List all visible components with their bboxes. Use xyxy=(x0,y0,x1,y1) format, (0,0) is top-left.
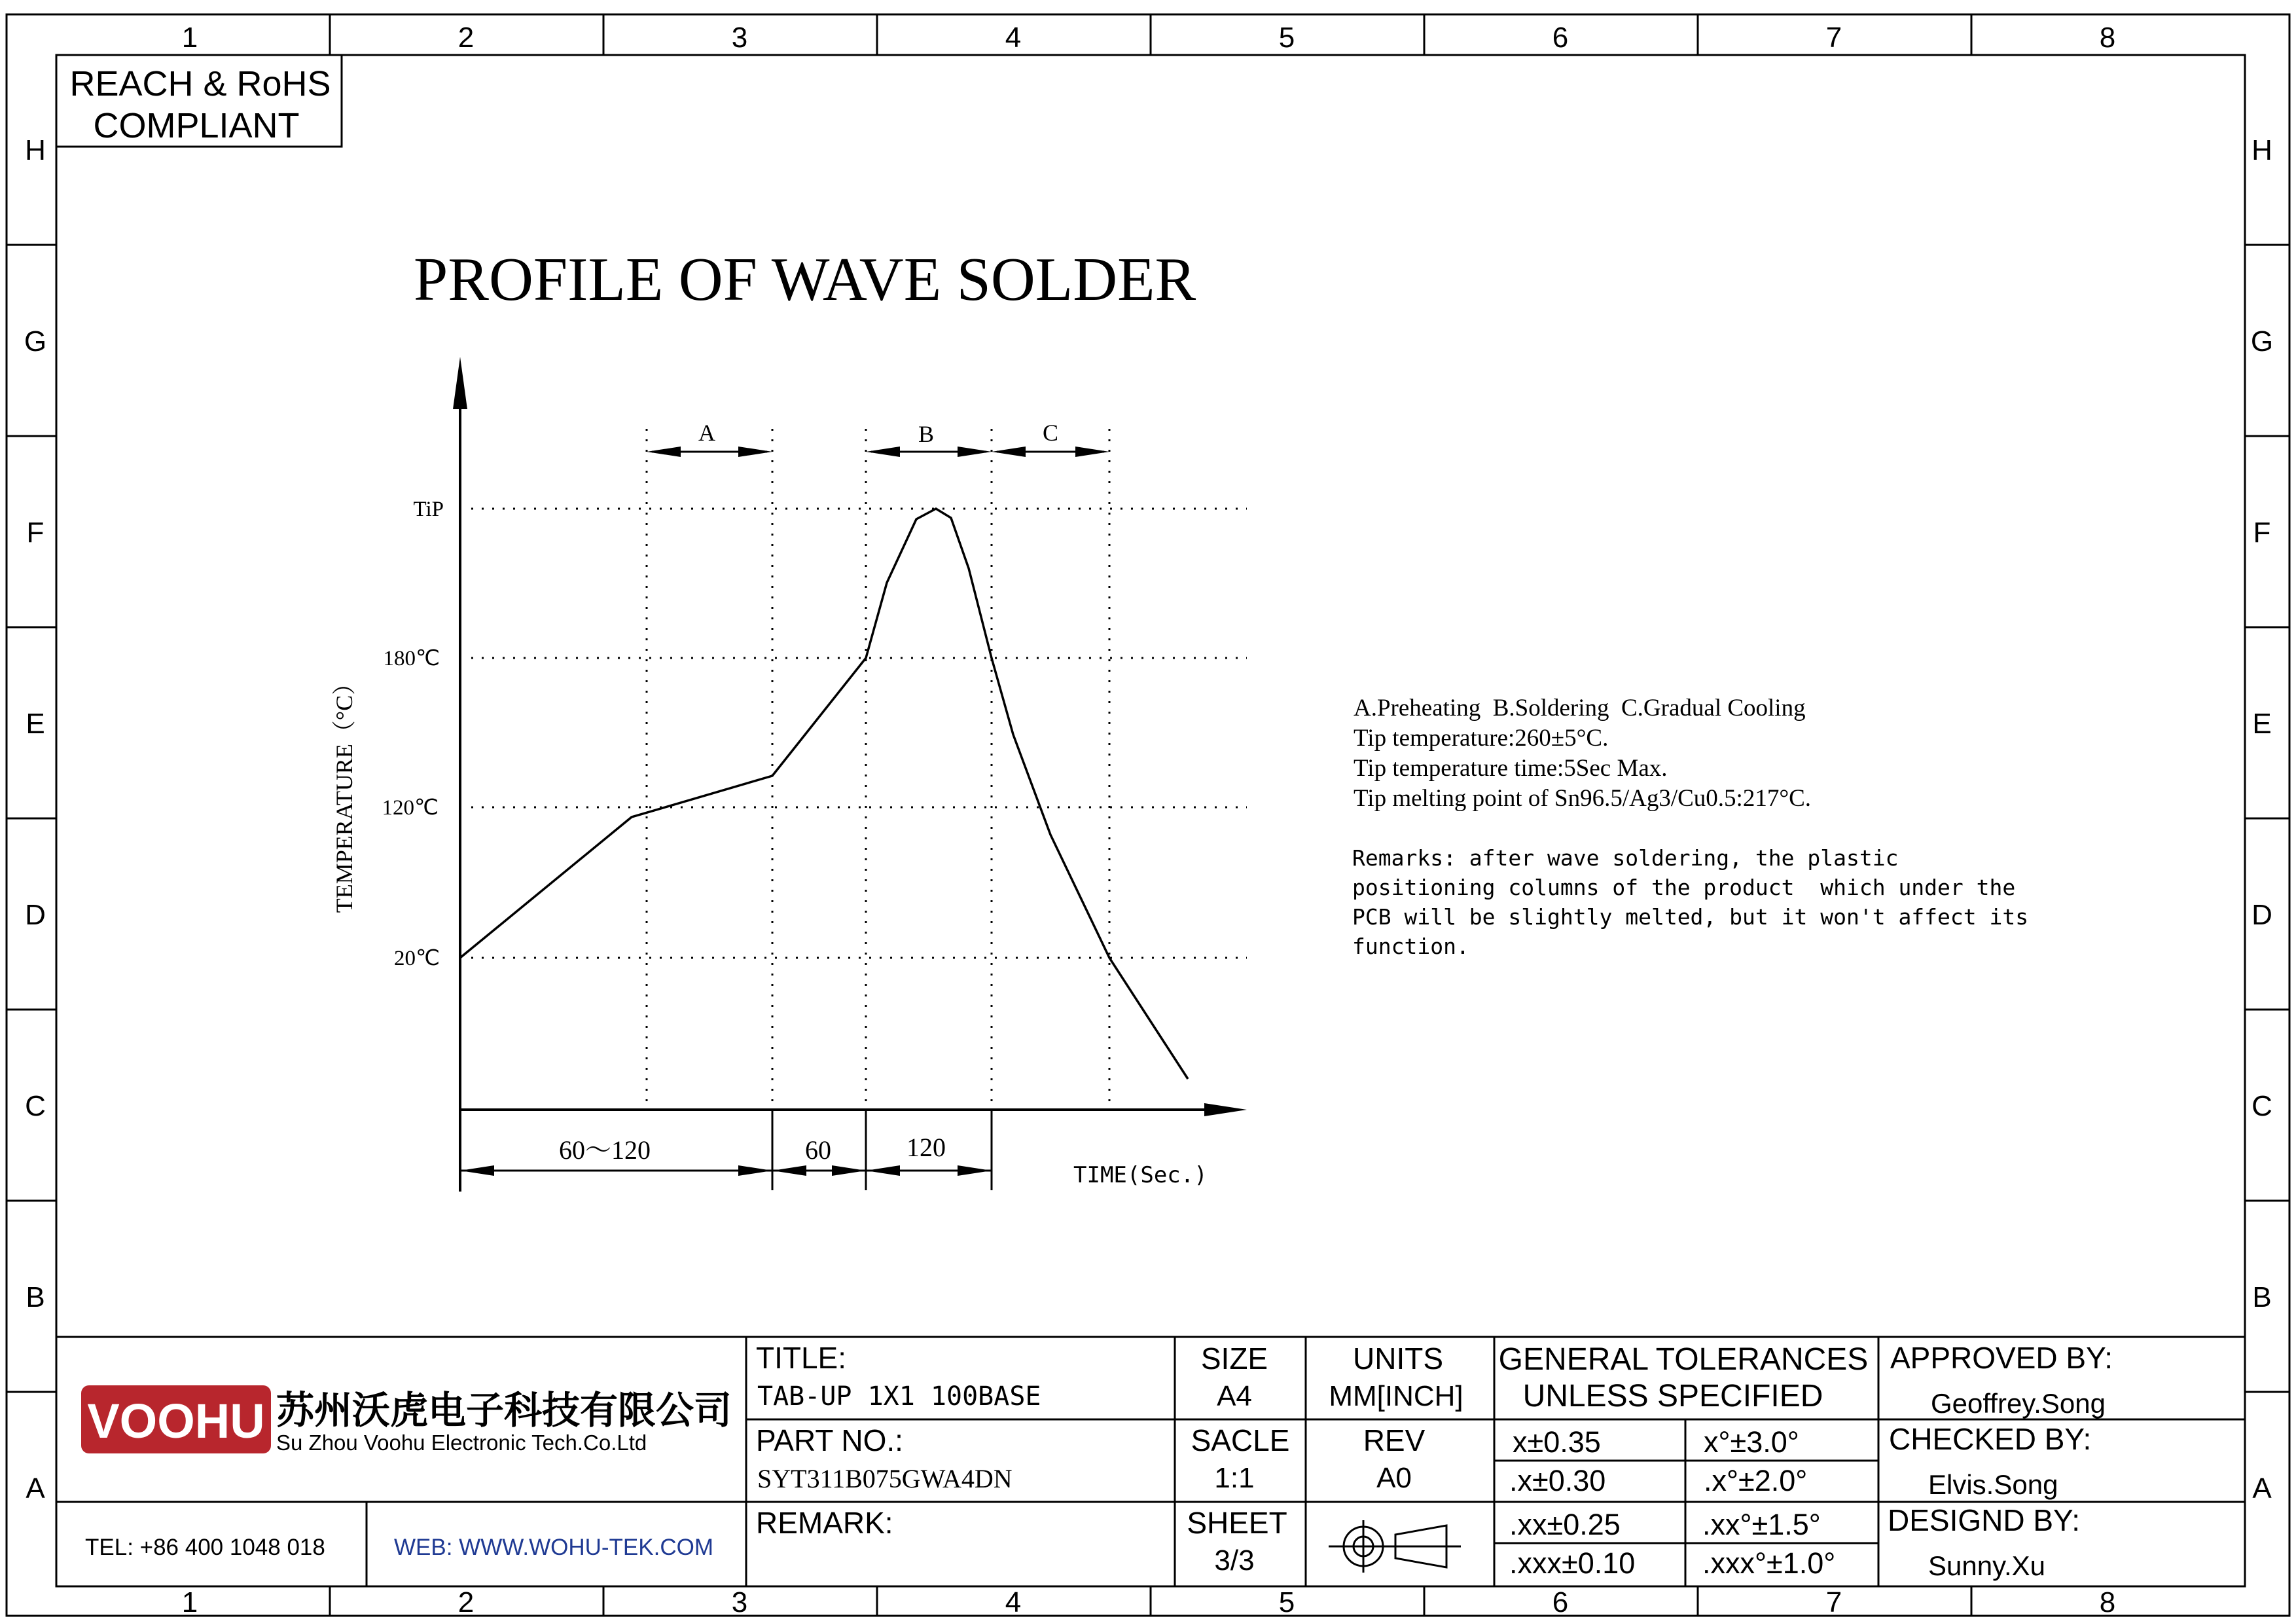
zone-label-b: B xyxy=(918,421,935,447)
duration-label-ramp: 60 xyxy=(805,1135,831,1165)
diagram-title: PROFILE OF WAVE SOLDER xyxy=(414,246,1196,314)
approved-by-label: APPROVED BY: xyxy=(1890,1341,2113,1375)
note-tip-temperature: Tip temperature:260±5°C. xyxy=(1354,725,1609,752)
duration-label-preheat: 60～120 xyxy=(559,1135,651,1165)
sheet-value: 3/3 xyxy=(1214,1544,1255,1577)
row-label-e-right: E xyxy=(2252,708,2272,740)
approved-by-name: Geoffrey.Song xyxy=(1931,1388,2106,1419)
column-label-5: 5 xyxy=(1278,22,1295,54)
row-label-a-right: A xyxy=(2252,1472,2272,1504)
tolerances-title-1: GENERAL TOLERANCES xyxy=(1498,1342,1869,1377)
compliance-line-1: REACH & RoHS xyxy=(69,64,331,103)
row-label-h: H xyxy=(25,134,46,166)
part-number-label: PART NO.: xyxy=(756,1423,903,1457)
row-label-f-right: F xyxy=(2253,517,2271,549)
tolerance-angular-2: .xx°±1.5° xyxy=(1702,1508,1821,1541)
size-label: SIZE xyxy=(1200,1341,1268,1376)
row-label-c: C xyxy=(25,1090,46,1122)
remarks-line-4: function. xyxy=(1352,934,1469,959)
column-label-4-bottom: 4 xyxy=(1005,1586,1022,1618)
column-label-3-bottom: 3 xyxy=(731,1586,748,1618)
column-label-2-bottom: 2 xyxy=(457,1586,475,1618)
zone-label-a: A xyxy=(698,420,715,446)
column-label-4: 4 xyxy=(1005,22,1022,54)
company-logo xyxy=(81,1385,271,1453)
third-angle-projection-icon xyxy=(1329,1520,1461,1573)
tolerance-linear-1: .x±0.30 xyxy=(1509,1464,1606,1497)
y-axis-arrow-icon xyxy=(453,357,467,409)
checked-by-name: Elvis.Song xyxy=(1928,1469,2058,1500)
compliance-box xyxy=(56,55,342,147)
row-label-a: A xyxy=(26,1472,45,1504)
row-label-g: G xyxy=(24,325,47,357)
size-value: A4 xyxy=(1217,1380,1252,1412)
column-label-5-bottom: 5 xyxy=(1278,1586,1295,1618)
column-label-7: 7 xyxy=(1825,22,1842,54)
tolerance-angular-1: .x°±2.0° xyxy=(1704,1464,1808,1497)
company-name-en: Su Zhou Voohu Electronic Tech.Co.Ltd xyxy=(276,1431,647,1455)
wave-solder-profile-diagram xyxy=(331,246,1247,1192)
row-label-c-right: C xyxy=(2251,1090,2272,1122)
tolerance-angular-3: .xxx°±1.0° xyxy=(1702,1546,1836,1580)
row-label-f: F xyxy=(26,517,45,549)
column-label-6-bottom: 6 xyxy=(1552,1586,1569,1618)
temperature-curve xyxy=(460,509,1188,1079)
zone-a-dimension xyxy=(647,420,772,457)
column-label-3: 3 xyxy=(731,22,748,54)
notes-block xyxy=(1352,695,2028,959)
title-label: TITLE: xyxy=(756,1341,847,1375)
rev-label: REV xyxy=(1363,1423,1426,1457)
note-zone-legend: A.Preheating B.Soldering C.Gradual Cooling xyxy=(1354,695,1806,721)
level-label-180: 180℃ xyxy=(383,647,440,670)
row-label-d-right: D xyxy=(2251,899,2272,931)
contact-tel: TEL: +86 400 1048 018 xyxy=(85,1535,325,1560)
company-name-cn: 苏州沃虎电子科技有限公司 xyxy=(276,1389,732,1432)
tolerance-linear-2: .xx±0.25 xyxy=(1509,1508,1621,1541)
units-label: UNITS xyxy=(1353,1341,1443,1376)
logo-wordmark: VOOHU xyxy=(87,1394,265,1448)
row-label-g-right: G xyxy=(2250,325,2274,357)
column-label-1-bottom: 1 xyxy=(181,1586,198,1618)
title-value: TAB-UP 1X1 100BASE xyxy=(757,1381,1041,1412)
designed-by-label: DESIGND BY: xyxy=(1888,1503,2080,1537)
rev-value: A0 xyxy=(1376,1462,1412,1494)
column-label-8: 8 xyxy=(2099,22,2116,54)
x-axis-label: TIME(Sec.) xyxy=(1073,1162,1208,1188)
part-number-value: SYT311B075GWA4DN xyxy=(757,1464,1013,1493)
tolerance-angular-0: x°±3.0° xyxy=(1704,1425,1799,1459)
tolerance-linear-3: .xxx±0.10 xyxy=(1509,1546,1636,1580)
remarks-line-2: positioning columns of the product which under the xyxy=(1352,875,2016,900)
column-label-7-bottom: 7 xyxy=(1825,1586,1842,1618)
duration-dimensions xyxy=(460,1110,992,1190)
level-label-120: 120℃ xyxy=(382,796,439,820)
contact-web[interactable]: WEB: WWW.WOHU-TEK.COM xyxy=(394,1535,713,1560)
sheet-label: SHEET xyxy=(1187,1506,1287,1540)
row-label-e: E xyxy=(26,708,45,740)
scale-label: SACLE xyxy=(1191,1423,1290,1457)
remarks-line-1: Remarks: after wave soldering, the plastic xyxy=(1352,845,1899,871)
duration-label-solder: 120 xyxy=(906,1133,946,1162)
row-label-b: B xyxy=(26,1281,45,1313)
zone-c-dimension xyxy=(992,420,1109,457)
tolerances-title-2: UNLESS SPECIFIED xyxy=(1522,1379,1823,1413)
level-label-20: 20℃ xyxy=(393,947,440,970)
remarks-line-3: PCB will be slightly melted, but it won't affect its xyxy=(1352,904,2029,930)
units-value: MM[INCH] xyxy=(1329,1380,1463,1412)
note-tip-time: Tip temperature time:5Sec Max. xyxy=(1354,755,1668,782)
column-label-2: 2 xyxy=(457,22,475,54)
column-label-8-bottom: 8 xyxy=(2099,1586,2116,1618)
checked-by-label: CHECKED BY: xyxy=(1889,1422,2092,1456)
designed-by-name: Sunny.Xu xyxy=(1928,1550,2046,1581)
row-label-b-right: B xyxy=(2252,1281,2272,1313)
x-axis-arrow-icon xyxy=(1204,1103,1247,1116)
column-label-6: 6 xyxy=(1552,22,1569,54)
tolerance-linear-0: x±0.35 xyxy=(1513,1425,1601,1459)
level-label-tip: TiP xyxy=(413,498,444,521)
row-label-h-right: H xyxy=(2251,134,2272,166)
note-melting-point: Tip melting point of Sn96.5/Ag3/Cu0.5:217°C. xyxy=(1354,785,1812,812)
zone-label-c: C xyxy=(1042,420,1059,446)
scale-value: 1:1 xyxy=(1214,1462,1255,1494)
remark-label: REMARK: xyxy=(756,1506,893,1540)
zone-b-dimension xyxy=(866,421,992,457)
column-label-1: 1 xyxy=(181,22,198,54)
compliance-line-2: COMPLIANT xyxy=(93,106,300,145)
y-axis-label: TEMPERATURE（°C） xyxy=(331,671,357,913)
row-label-d: D xyxy=(25,899,46,931)
title-block xyxy=(56,1337,2245,1586)
